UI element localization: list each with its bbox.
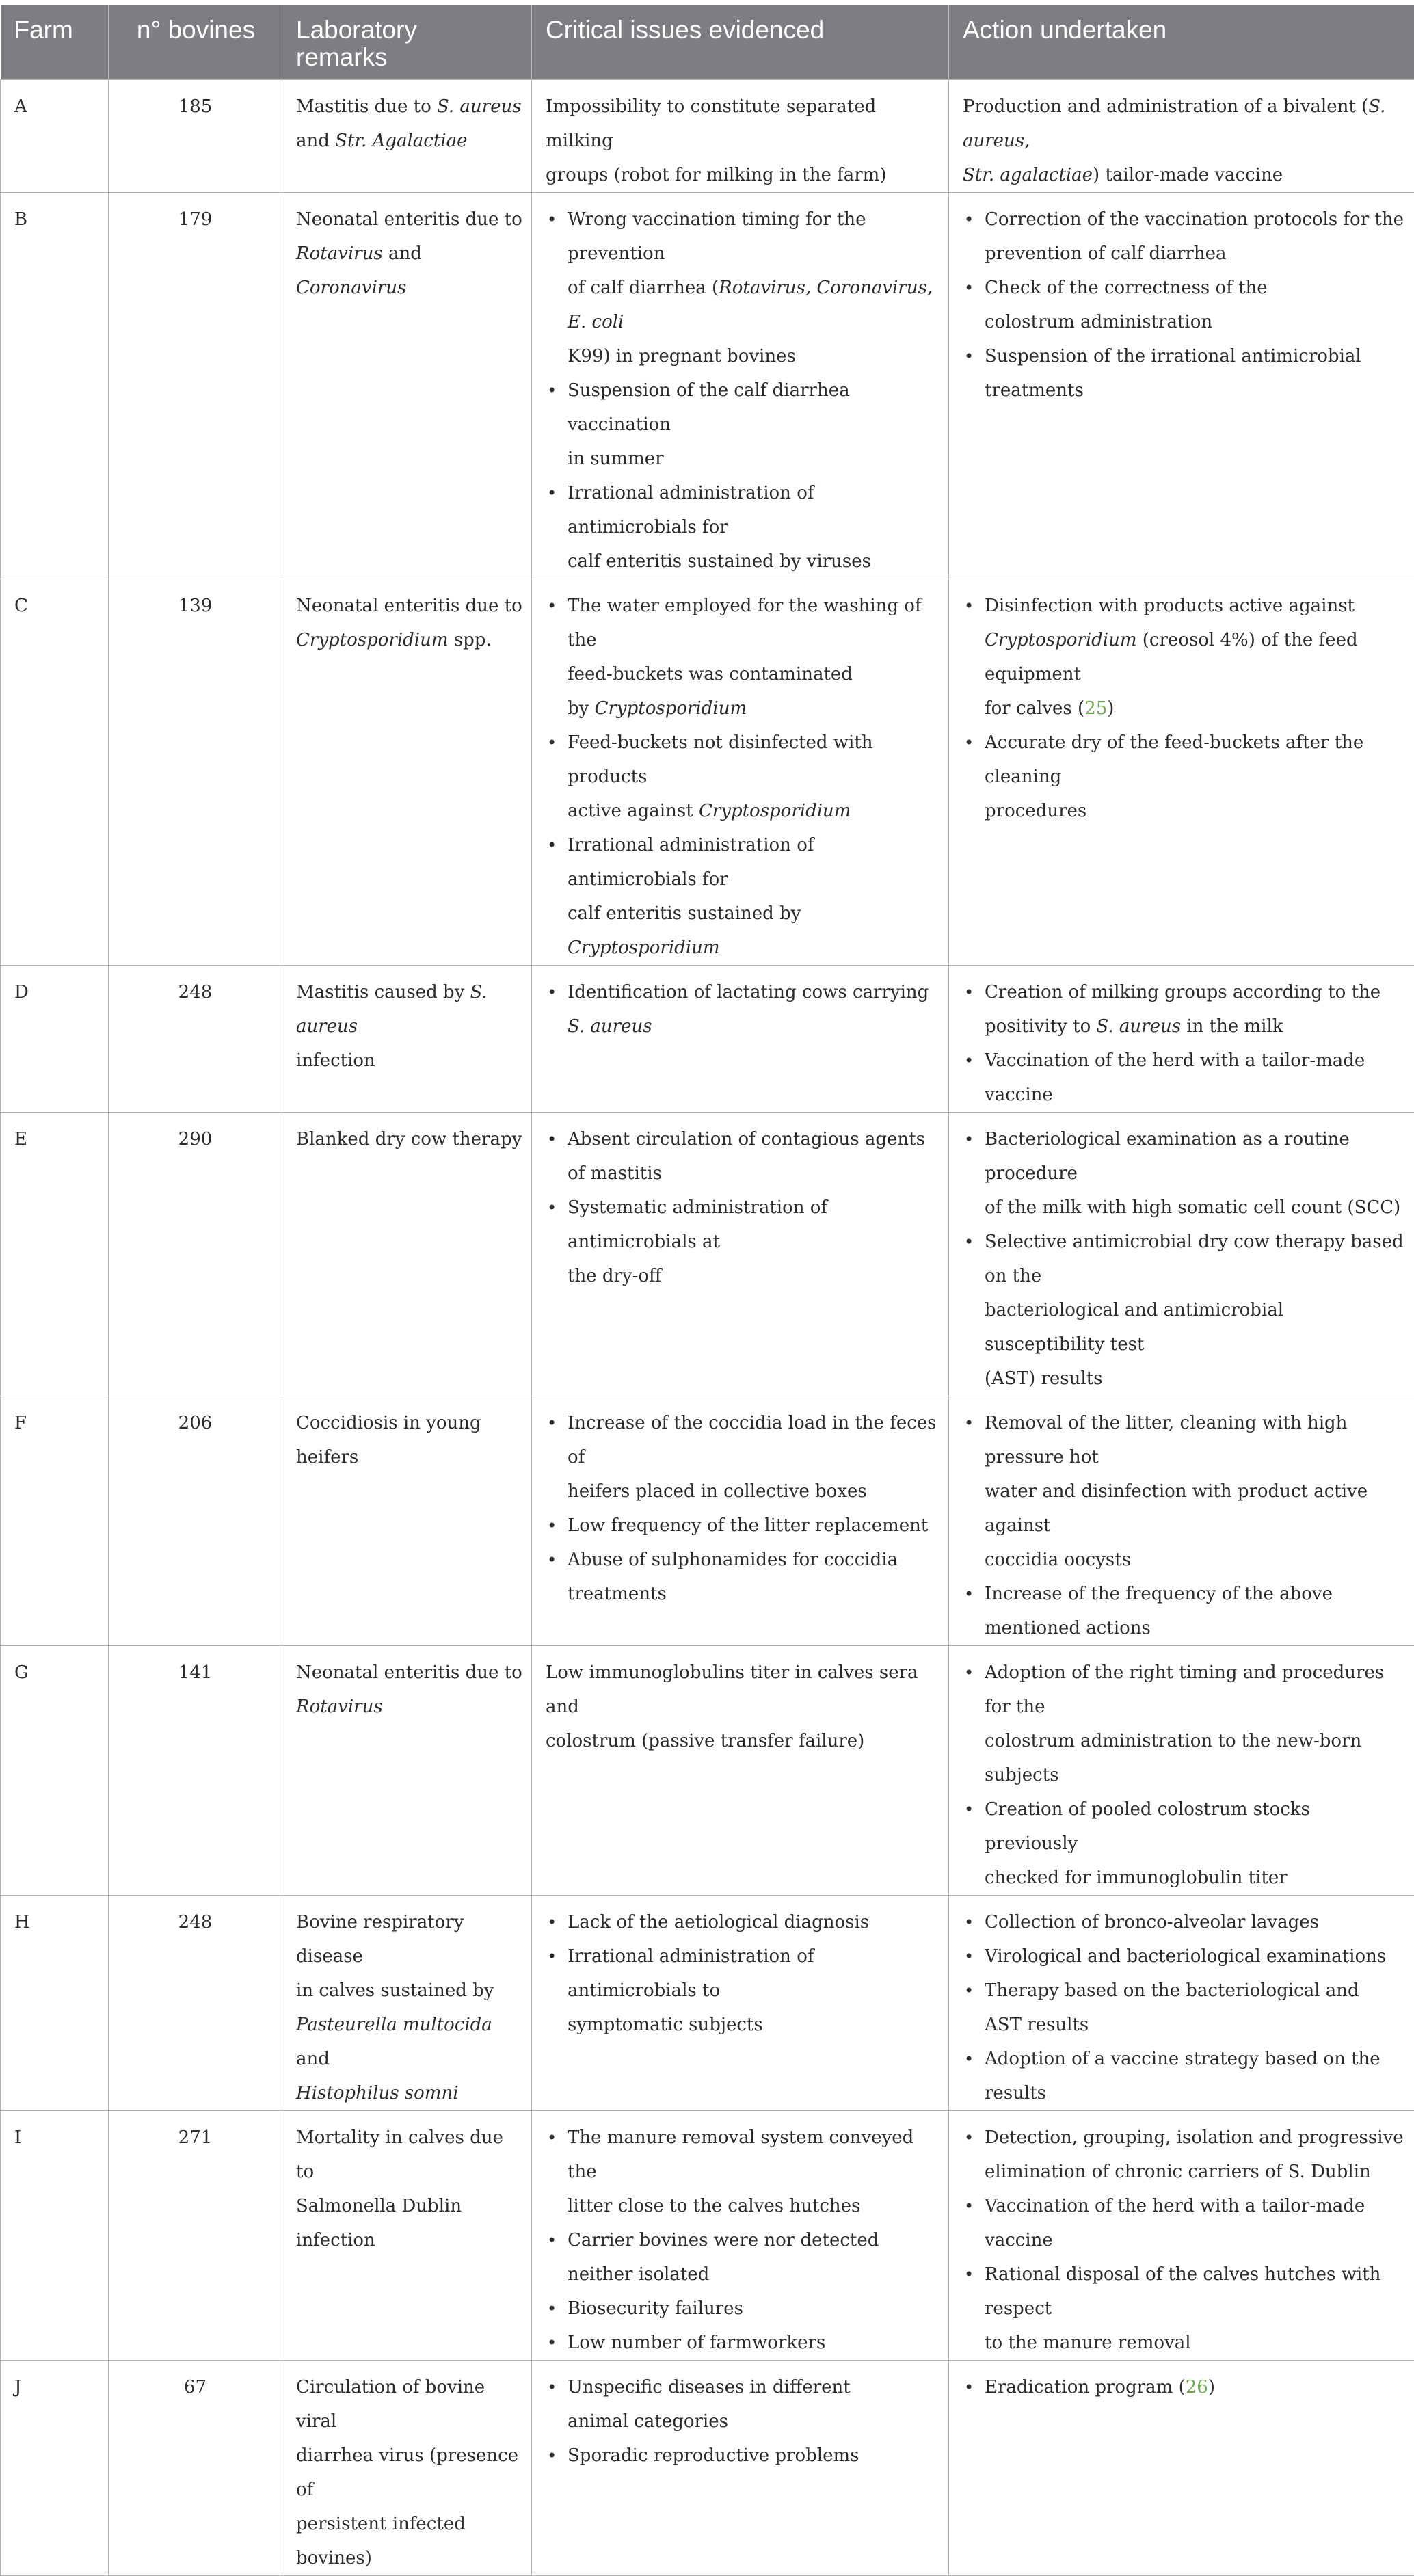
cell-action: [949, 1646, 1414, 1896]
cell-farm: J: [1, 2361, 109, 2576]
action-item: • Creation of pooled colostrum stocks previously checked for immunoglobulin titer: [963, 1792, 1406, 1895]
italic-term: Cryptosporidium: [985, 630, 1137, 650]
table-body: [1, 80, 1414, 2576]
italic-term: Rotavirus: [296, 243, 383, 264]
italic-term: S. aureus: [568, 1016, 652, 1037]
bullet-list: [546, 2121, 940, 2360]
issue-item: • Identification of lactating cows carrying S. aureus: [546, 975, 940, 1044]
bullet-list: [963, 2370, 1406, 2404]
italic-term: Pasteurella multocida: [296, 2015, 492, 2035]
action-item: • Accurate dry of the feed-buckets after the cleaning procedures: [963, 726, 1406, 828]
action-item: • Removal of the litter, cleaning with high pressure hot water and disinfection with product active against coccidia oocysts: [963, 1406, 1406, 1577]
italic-term: Cryptosporidium: [296, 630, 449, 650]
cell-action: [949, 1396, 1414, 1646]
bullet-list: [963, 202, 1406, 408]
cell-farm: F: [1, 1396, 109, 1646]
cell-lab-remarks: [282, 2111, 532, 2361]
cell-action: [949, 1896, 1414, 2111]
cell-action: [949, 80, 1414, 193]
cell-lab-remarks: [282, 1113, 532, 1396]
reference-link[interactable]: 26: [1186, 2377, 1208, 2398]
cell-text: Mastitis caused by S. aureus infection: [296, 975, 523, 1078]
reference-link[interactable]: 25: [1084, 698, 1107, 719]
cell-lab-remarks: [282, 1396, 532, 1646]
issue-item: • Wrong vaccination timing for the prevention of calf diarrhea (Rotavirus, Coronavirus, E. coli K99) in pregnant bovines: [546, 202, 940, 373]
cell-bovines: 206: [109, 1396, 282, 1646]
italic-term: S. aureus, Str. agalactiae: [963, 96, 1385, 185]
cell-text: Neonatal enteritis due to Cryptosporidium spp.: [296, 589, 523, 657]
action-item: • Collection of bronco-alveolar lavages: [963, 1905, 1406, 1939]
cell-action: [949, 966, 1414, 1113]
table-row: [1, 966, 1414, 1113]
header-lab-remarks: Laboratory remarks: [282, 5, 532, 80]
issue-item: • Feed-buckets not disinfected with products active against Cryptosporidium: [546, 726, 940, 828]
cell-text: Mastitis due to S. aureus and Str. Agalactiae: [296, 90, 523, 158]
cell-bovines: 271: [109, 2111, 282, 2361]
italic-term: Coronavirus: [296, 278, 406, 298]
cell-farm: I: [1, 2111, 109, 2361]
cell-farm: G: [1, 1646, 109, 1896]
italic-term: Str. Agalactiae: [335, 131, 467, 151]
table-row: [1, 193, 1414, 579]
cell-text: Circulation of bovine viral diarrhea virus (presence of persistent infected bovines): [296, 2370, 523, 2575]
table-row: [1, 1396, 1414, 1646]
bullet-list: [963, 2121, 1406, 2360]
issue-item: • Lack of the aetiological diagnosis: [546, 1905, 940, 1939]
cell-critical-issues: [532, 1396, 949, 1646]
cell-lab-remarks: [282, 193, 532, 579]
cell-critical-issues: [532, 1113, 949, 1396]
cell-lab-remarks: [282, 579, 532, 966]
cell-action: [949, 2111, 1414, 2361]
issue-item: • Suspension of the calf diarrhea vaccination in summer: [546, 373, 940, 476]
cell-text: Blanked dry cow therapy: [296, 1122, 523, 1156]
farm-issues-table: [0, 5, 1414, 2576]
bullet-list: [546, 2370, 940, 2473]
issue-item: • Irrational administration of antimicrobials for calf enteritis sustained by Cryptosporidium: [546, 828, 940, 965]
cell-farm: H: [1, 1896, 109, 2111]
cell-text: Coccidiosis in young heifers: [296, 1406, 523, 1474]
issue-item: • The manure removal system conveyed the litter close to the calves hutches: [546, 2121, 940, 2223]
italic-term: Cryptosporidium: [699, 801, 851, 821]
action-item: • Correction of the vaccination protocols for the prevention of calf diarrhea: [963, 202, 1406, 271]
cell-critical-issues: [532, 1646, 949, 1896]
bullet-list: [546, 1122, 940, 1293]
action-item: • Adoption of a vaccine strategy based on the results: [963, 2042, 1406, 2110]
cell-farm: A: [1, 80, 109, 193]
cell-action: [949, 579, 1414, 966]
action-item: • Bacteriological examination as a routine procedure of the milk with high somatic cell count (SCC): [963, 1122, 1406, 1225]
italic-term: Histophilus somni: [296, 2083, 459, 2103]
table-row: [1, 80, 1414, 193]
cell-bovines: 290: [109, 1113, 282, 1396]
cell-bovines: 179: [109, 193, 282, 579]
cell-farm: E: [1, 1113, 109, 1396]
italic-term: Rotavirus, Coronavirus, E. coli: [568, 278, 933, 332]
italic-term: Rotavirus: [296, 1697, 383, 1717]
action-item: • Adoption of the right timing and procedures for the colostrum administration to the new-born subjects: [963, 1656, 1406, 1792]
table-header: [1, 5, 1414, 80]
cell-action: [949, 2361, 1414, 2576]
action-item: • Increase of the frequency of the above mentioned actions: [963, 1577, 1406, 1645]
table-row: [1, 579, 1414, 966]
cell-bovines: 67: [109, 2361, 282, 2576]
italic-term: S. aureus: [1097, 1016, 1182, 1037]
cell-lab-remarks: [282, 966, 532, 1113]
table-row: [1, 1113, 1414, 1396]
issue-item: • Sporadic reproductive problems: [546, 2439, 940, 2473]
action-item: • Selective antimicrobial dry cow therapy based on the bacteriological and antimicrobial susceptibility test (AST) results: [963, 1225, 1406, 1396]
cell-critical-issues: [532, 1896, 949, 2111]
bullet-list: [546, 589, 940, 965]
bullet-list: [963, 589, 1406, 828]
cell-lab-remarks: [282, 80, 532, 193]
action-item: • Virological and bacteriological examinations: [963, 1939, 1406, 1974]
action-item: • Therapy based on the bacteriological and AST results: [963, 1974, 1406, 2042]
issue-item: • Carrier bovines were nor detected neither isolated: [546, 2223, 940, 2292]
action-item: • Creation of milking groups according to the positivity to S. aureus in the milk: [963, 975, 1406, 1044]
cell-lab-remarks: [282, 1646, 532, 1896]
italic-term: Cryptosporidium: [568, 938, 720, 958]
cell-text: Bovine respiratory disease in calves sustained by Pasteurella multocida and Histophilus somni: [296, 1905, 523, 2110]
italic-term: Cryptosporidium: [595, 698, 747, 719]
cell-text: Mortality in calves due to Salmonella Dublin infection: [296, 2121, 523, 2257]
bullet-list: [546, 1406, 940, 1611]
action-item: • Disinfection with products active against Cryptosporidium (creosol 4%) of the feed equipment for calves (25): [963, 589, 1406, 726]
cell-critical-issues: [532, 80, 949, 193]
table-row: [1, 2111, 1414, 2361]
cell-action: [949, 1113, 1414, 1396]
issue-item: • Biosecurity failures: [546, 2292, 940, 2326]
cell-bovines: 141: [109, 1646, 282, 1896]
action-item: • Rational disposal of the calves hutches with respect to the manure removal: [963, 2257, 1406, 2360]
action-item: • Vaccination of the herd with a tailor-made vaccine: [963, 2189, 1406, 2257]
cell-critical-issues: [532, 2361, 949, 2576]
bullet-list: [963, 975, 1406, 1112]
issue-item: • Abuse of sulphonamides for coccidia treatments: [546, 1543, 940, 1611]
issue-item: • Unspecific diseases in different animal categories: [546, 2370, 940, 2439]
table-row: [1, 1896, 1414, 2111]
action-item: • Suspension of the irrational antimicrobial treatments: [963, 339, 1406, 408]
cell-text: Low immunoglobulins titer in calves sera and colostrum (passive transfer failure): [546, 1656, 940, 1758]
table-row: [1, 2361, 1414, 2576]
cell-action: [949, 193, 1414, 579]
cell-text: Impossibility to constitute separated milking groups (robot for milking in the farm): [546, 90, 940, 192]
bullet-list: [546, 1905, 940, 2042]
cell-bovines: 139: [109, 579, 282, 966]
action-item: • Detection, grouping, isolation and progressive elimination of chronic carriers of S. Dublin: [963, 2121, 1406, 2189]
cell-text: Neonatal enteritis due to Rotavirus: [296, 1656, 523, 1724]
cell-bovines: 185: [109, 80, 282, 193]
issue-item: • Irrational administration of antimicrobials to symptomatic subjects: [546, 1939, 940, 2042]
header-bovines: n° bovines: [109, 5, 282, 80]
cell-critical-issues: [532, 579, 949, 966]
cell-bovines: 248: [109, 966, 282, 1113]
bullet-list: [963, 1406, 1406, 1645]
cell-critical-issues: [532, 2111, 949, 2361]
issue-item: • Increase of the coccidia load in the feces of heifers placed in collective boxes: [546, 1406, 940, 1509]
header-critical-issues: Critical issues evidenced: [532, 5, 949, 80]
cell-text: Production and administration of a bivalent (S. aureus, Str. agalactiae) tailor-made vaccine: [963, 90, 1406, 192]
issue-item: • Irrational administration of antimicrobials for calf enteritis sustained by viruses: [546, 476, 940, 579]
cell-critical-issues: [532, 193, 949, 579]
action-item: • Eradication program (26): [963, 2370, 1406, 2404]
cell-text: Neonatal enteritis due to Rotavirus and Coronavirus: [296, 202, 523, 305]
bullet-list: [546, 975, 940, 1044]
cell-bovines: 248: [109, 1896, 282, 2111]
header-farm: Farm: [1, 5, 109, 80]
cell-lab-remarks: [282, 1896, 532, 2111]
cell-farm: D: [1, 966, 109, 1113]
cell-farm: C: [1, 579, 109, 966]
action-item: • Check of the correctness of the colostrum administration: [963, 271, 1406, 339]
bullet-list: [546, 202, 940, 579]
issue-item: • The water employed for the washing of the feed-buckets was contaminated by Cryptosporidium: [546, 589, 940, 726]
table-row: [1, 1646, 1414, 1896]
bullet-list: [963, 1656, 1406, 1895]
issue-item: • Absent circulation of contagious agents of mastitis: [546, 1122, 940, 1191]
bullet-list: [963, 1905, 1406, 2110]
bullet-list: [963, 1122, 1406, 1396]
header-action: Action undertaken: [949, 5, 1414, 80]
italic-term: S. aureus: [437, 96, 522, 117]
action-item: • Vaccination of the herd with a tailor-made vaccine: [963, 1044, 1406, 1112]
header-row: [1, 5, 1414, 80]
issue-item: • Low number of farmworkers: [546, 2326, 940, 2360]
issue-item: • Low frequency of the litter replacement: [546, 1509, 940, 1543]
issue-item: • Systematic administration of antimicrobials at the dry-off: [546, 1191, 940, 1293]
italic-term: S. aureus: [296, 982, 488, 1037]
cell-critical-issues: [532, 966, 949, 1113]
cell-lab-remarks: [282, 2361, 532, 2576]
cell-farm: B: [1, 193, 109, 579]
